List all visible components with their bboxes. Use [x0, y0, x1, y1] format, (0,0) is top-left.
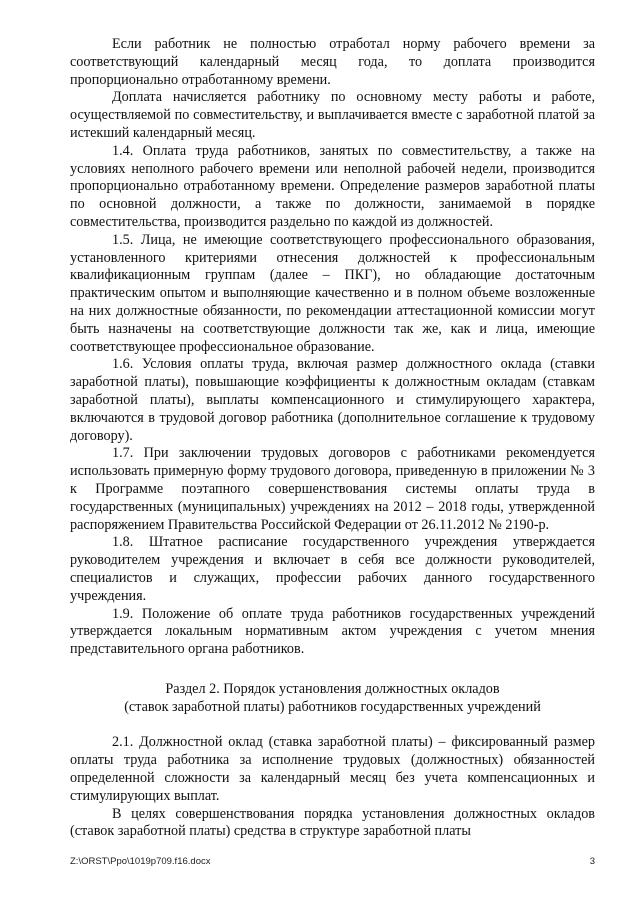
paragraph-1-5: 1.5. Лица, не имеющие соответствующего профессионального образования, установленного критериями отнесения должностей к профессиональным квалификационным группам (далее – ПКГ), но обладающие достаточным практическим опытом и выполняющие качественно и в полном объеме возложенные на них должностные обязанности, по рекомендации аттестационной комиссии могут быть назначены на соответствующие должности так же, как и лица, имеющие соответствующее профессиональное образование.	[70, 231, 595, 355]
page-footer	[70, 856, 595, 867]
paragraph: Доплата начисляется работнику по основному месту работы и работе, осуществляемой по совместительству, и выплачивается вместе с заработной платой за истекший календарный месяц.	[70, 89, 595, 141]
paragraph-1-8: 1.8. Штатное расписание государственного учреждения утверждается руководителем учреждения и включает в себя все должности руководителей, специалистов и служащих, профессии рабочих данного государственного учреждения.	[70, 534, 595, 604]
paragraph-1-9: 1.9. Положение об оплате труда работников государственных учреждений утверждается локальным нормативным актом учреждения с учетом мнения представительного органа работников.	[70, 605, 595, 658]
paragraph-1-6: 1.6. Условия оплаты труда, включая размер должностного оклада (ставки заработной платы), повышающие коэффициенты к должностным окладам (ставкам заработной платы), выплаты компенсационного и стимулирующего характера, включаются в трудовой договор работника (дополнительное соглашение к трудовому договору).	[70, 356, 595, 444]
paragraph: В целях совершенствования порядка установления должностных окладов (ставок заработной платы) средства в структуре заработной платы	[70, 805, 595, 840]
paragraph-1-7: 1.7. При заключении трудовых договоров с работниками рекомендуется использовать примерную форму трудового договора, приведенную в приложении № 3 к Программе поэтапного совершенствования системы оплаты труда в государственных (муниципальных) учреждениях на 2012 – 2018 годы, утвержденной распоряжением Правительства Российской Федерации от 26.11.2012 № 2190-р.	[70, 445, 595, 533]
section-heading-line2: (ставок заработной платы) работников государственных учреждений	[124, 698, 541, 715]
page-number: 3	[589, 856, 595, 867]
paragraph-2-1: 2.1. Должностной оклад (ставка заработной платы) – фиксированный размер оплаты труда работника за исполнение трудовых (должностных) обязанностей определенной сложности за календарный месяц без учета компенсационных и стимулирующих выплат.	[70, 734, 595, 804]
paragraph-1-4: 1.4. Оплата труда работников, занятых по совместительству, а также на условиях неполного рабочего времени или неполной рабочей недели, производится пропорционально отработанному времени. Определение размеров заработной платы по основной должности, а также по должности, занимаемой в порядке совместительства, производится раздельно по каждой из должностей.	[70, 142, 595, 230]
section-heading	[70, 681, 595, 717]
section-heading-line1: Раздел 2. Порядок установления должностных окладов	[165, 680, 500, 697]
paragraph: Если работник не полностью отработал норму рабочего времени за соответствующий календарный месяц года, то доплата производится пропорционально отработанному времени.	[70, 36, 595, 88]
document-page	[70, 36, 595, 841]
file-path: Z:\ORST\Ppo\1019p709.f16.docx	[70, 856, 211, 867]
